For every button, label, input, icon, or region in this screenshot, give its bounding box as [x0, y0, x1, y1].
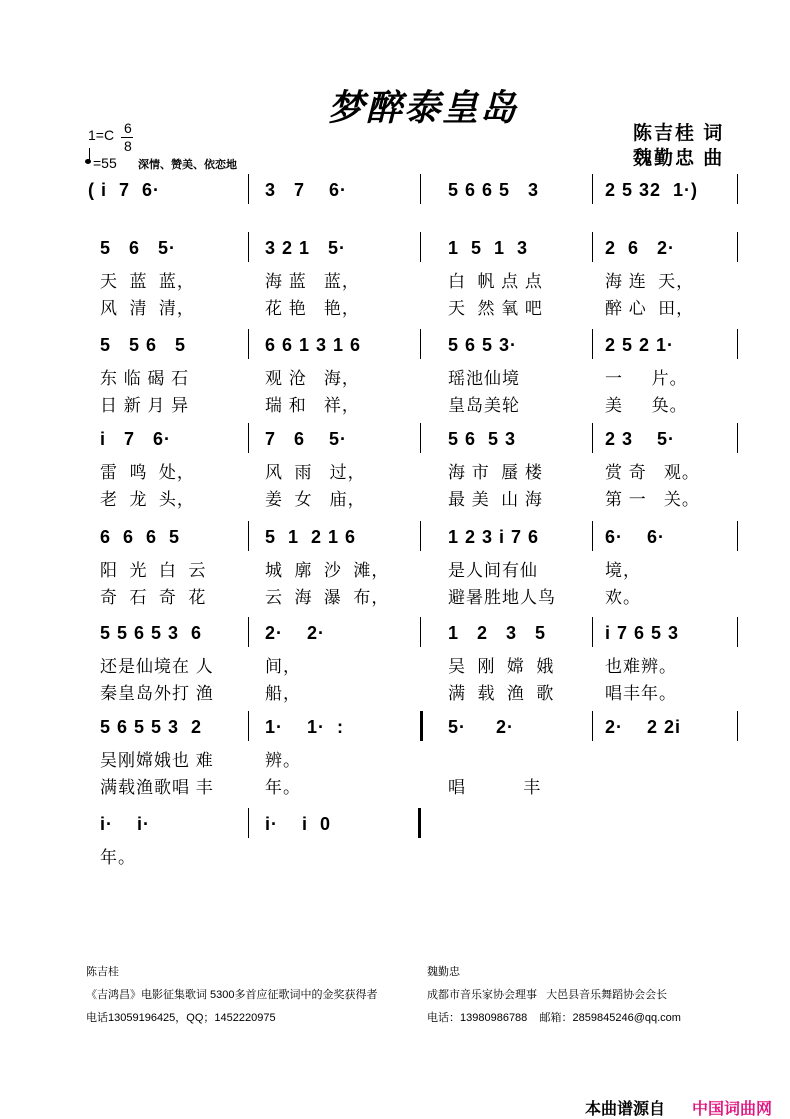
measure-notes: 2 5 32 1·): [605, 180, 699, 200]
measure-notes: 5 5 6 5: [100, 335, 187, 355]
lyric-verse-2: 风 清 清，: [100, 299, 195, 318]
measure-notes: 3 7 6·: [265, 180, 348, 200]
composer-contact: 电话：13980986788 邮箱：2859845246@qq.com: [427, 1012, 681, 1024]
barline: [592, 521, 593, 551]
barline: [420, 617, 421, 647]
barline: [737, 329, 738, 359]
barline: [248, 808, 249, 838]
lyric-verse-2: 天 然 氧 吧: [448, 299, 543, 318]
measure-notes: 6 6 6 5: [100, 527, 181, 547]
measure-notes: 6 6 1 3 1 6: [265, 335, 362, 355]
lyric-verse-1: 赏 奇 观。: [605, 463, 700, 482]
lyric-verse-2: 唱丰年。: [605, 684, 677, 703]
lyric-verse-2: 第 一 关。: [605, 490, 700, 509]
lyric-verse-2: 满 载 渔 歌: [448, 684, 555, 703]
barline: [737, 232, 738, 262]
key-signature: 1=C: [88, 127, 115, 143]
barline: [737, 521, 738, 551]
measure-notes: 5 6 6 5 3: [448, 180, 540, 200]
measure-notes: 5 6 5·: [100, 238, 177, 258]
measure-notes: 2 3 5·: [605, 429, 676, 449]
measure-notes: 1 2 3 i 7 6: [448, 527, 540, 547]
measure-notes: 3 2 1 5·: [265, 238, 347, 258]
lyric-verse-2: 船，: [265, 684, 301, 703]
tempo: =55: [93, 155, 117, 171]
measure-notes: i 7 6·: [100, 429, 172, 449]
barline: [248, 232, 249, 262]
composer-name: 魏勤忠: [427, 966, 460, 978]
source-site-link[interactable]: 中国词曲网: [692, 1101, 773, 1118]
measure-notes: 5 1 2 1 6: [265, 527, 357, 547]
barline: [592, 617, 593, 647]
lyric-verse-2: 瑞 和 祥，: [265, 396, 360, 415]
barline: [248, 423, 249, 453]
lyric-verse-1: 吴刚嫦娥也 难: [100, 751, 214, 770]
lyric-verse-2: 日 新 月 异: [100, 396, 190, 415]
lyric-verse-2: 满载渔歌唱 丰: [100, 778, 214, 797]
measure-notes: 5 5 6 5 3 6: [100, 623, 203, 643]
measure-notes: 5· 2·: [448, 717, 515, 737]
measure-notes: 1· 1· :: [265, 717, 345, 737]
lyric-verse-2: 年。: [265, 778, 301, 797]
barline: [420, 521, 421, 551]
lyric-verse-2: 云 海 瀑 布，: [265, 588, 390, 607]
barline: [248, 521, 249, 551]
lyric-verse-2: 奇 石 奇 花: [100, 588, 207, 607]
lyric-verse-1: 东 临 碣 石: [100, 369, 190, 388]
barline: [737, 711, 738, 741]
lyric-verse-1: 年。: [100, 848, 136, 867]
lyric-verse-2: 秦皇岛外打 渔: [100, 684, 214, 703]
lyric-verse-2: 皇岛美轮: [448, 396, 520, 415]
barline: [737, 174, 738, 204]
measure-notes: 5 6 5 3: [448, 429, 517, 449]
measure-notes: 2 5 2 1·: [605, 335, 675, 355]
lyric-verse-2: 姜 女 庙，: [265, 490, 366, 509]
lyric-verse-1: 海 连 天，: [605, 272, 695, 291]
measure-notes: i· i 0: [265, 814, 332, 834]
lyric-verse-2: 醉 心 田，: [605, 299, 695, 318]
time-bottom: 8: [124, 138, 132, 154]
lyricist-credit: 陈吉桂 词: [633, 123, 725, 144]
lyric-verse-1: 还是仙境在 人: [100, 657, 214, 676]
lyric-verse-2: 花 艳 艳，: [265, 299, 360, 318]
lyric-verse-1: 吴 刚 嫦 娥: [448, 657, 555, 676]
barline: [420, 423, 421, 453]
lyric-verse-1: 风 雨 过，: [265, 463, 366, 482]
lyric-verse-1: 是人间有仙: [448, 561, 538, 580]
lyric-verse-1: 境，: [605, 561, 641, 580]
barline: [592, 711, 593, 741]
lyricist-bio: 《吉鸿昌》电影征集歌词 5300多首应征歌词中的金奖获得者: [86, 989, 378, 1001]
measure-notes: 5 6 5 5 3 2: [100, 717, 203, 737]
barline: [737, 423, 738, 453]
lyric-verse-1: 间，: [265, 657, 301, 676]
measure-notes: i 7 6 5 3: [605, 623, 680, 643]
lyric-verse-1: 雷 鸣 处，: [100, 463, 195, 482]
composer-bio: 成都市音乐家协会理事 大邑县音乐舞蹈协会会长: [427, 989, 668, 1001]
source-label: 本曲谱源自: [585, 1101, 666, 1118]
lyric-verse-2: 美 奂。: [605, 396, 688, 415]
measure-notes: i· i·: [100, 814, 150, 834]
measure-notes: 2· 2·: [265, 623, 326, 643]
lyric-verse-2: 避暑胜地人鸟: [448, 588, 556, 607]
barline: [592, 423, 593, 453]
barline: [592, 232, 593, 262]
lyric-verse-1: 海 蓝 蓝，: [265, 272, 360, 291]
lyric-verse-2: 欢。: [605, 588, 641, 607]
lyric-verse-2: 最 美 山 海: [448, 490, 543, 509]
lyric-verse-1: 天 蓝 蓝，: [100, 272, 195, 291]
barline: [420, 174, 421, 204]
lyric-verse-1: 白 帆 点 点: [448, 272, 543, 291]
expression-mark: 深情、赞美、依恋地: [138, 159, 237, 171]
song-title: 梦醉泰皇岛: [328, 87, 519, 129]
measure-notes: 1 5 1 3: [448, 238, 529, 258]
measure-notes: 1 2 3 5: [448, 623, 547, 643]
measure-notes: 2 6 2·: [605, 238, 676, 258]
double-barline: [418, 808, 421, 838]
measure-notes: ( i 7 6·: [88, 180, 161, 200]
lyric-verse-2: 唱 丰: [448, 778, 542, 797]
lyric-verse-1: 观 沧 海，: [265, 369, 360, 388]
barline: [248, 329, 249, 359]
lyric-verse-1: 阳 光 白 云: [100, 561, 207, 580]
composer-credit: 魏勤忠 曲: [633, 148, 725, 169]
barline: [592, 174, 593, 204]
measure-notes: 6· 6·: [605, 527, 666, 547]
lyric-verse-1: 瑶池仙境: [448, 369, 520, 388]
measure-notes: 5 6 5 3·: [448, 335, 518, 355]
barline: [592, 329, 593, 359]
lyric-verse-1: 也难辨。: [605, 657, 677, 676]
time-top: 6: [124, 120, 132, 136]
barline: [248, 174, 249, 204]
lyric-verse-2: 老 龙 头，: [100, 490, 195, 509]
lyric-verse-1: 海 市 蜃 楼: [448, 463, 543, 482]
lyricist-contact: 电话13059196425，QQ；1452220975: [86, 1012, 276, 1024]
barline: [248, 711, 249, 741]
measure-notes: 2· 2 2i: [605, 717, 682, 737]
barline: [420, 232, 421, 262]
barline: [420, 329, 421, 359]
quarter-note-head-icon: [85, 159, 91, 164]
lyricist-name: 陈吉桂: [86, 966, 119, 978]
barline: [737, 617, 738, 647]
lyric-verse-1: 一 片。: [605, 369, 688, 388]
lyric-verse-1: 城 廓 沙 滩，: [265, 561, 390, 580]
double-barline: [420, 711, 423, 741]
barline: [248, 617, 249, 647]
lyric-verse-1: 辨。: [265, 751, 301, 770]
measure-notes: 7 6 5·: [265, 429, 348, 449]
